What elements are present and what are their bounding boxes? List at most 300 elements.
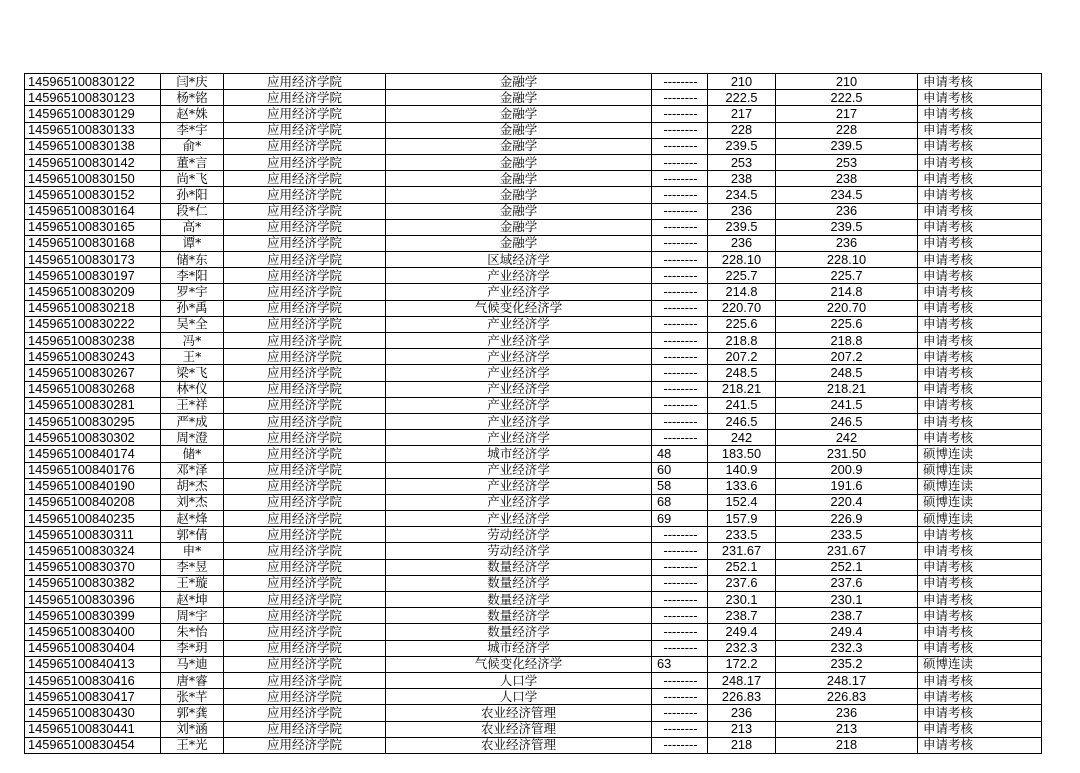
table-row [25, 138, 1042, 154]
total-score-cell: 252.1 [776, 559, 918, 575]
candidate-name-cell: 邓*泽 [161, 462, 224, 478]
table-row [25, 74, 1042, 90]
college-name-cell: 应用经济学院 [224, 252, 386, 268]
major-name-cell: 产业经济学 [386, 413, 652, 429]
table-row [25, 316, 1042, 332]
college-name-cell: 应用经济学院 [224, 624, 386, 640]
candidate-id-cell: 145965100830311 [25, 527, 161, 543]
table-row [25, 592, 1042, 608]
total-score-cell: 235.2 [776, 656, 918, 672]
preliminary-score-cell: -------- [652, 365, 708, 381]
college-name-cell: 应用经济学院 [224, 656, 386, 672]
candidate-name-cell: 谭* [161, 235, 224, 251]
total-score-cell: 218.21 [776, 381, 918, 397]
major-name-cell: 数量经济学 [386, 624, 652, 640]
candidate-id-cell: 145965100830197 [25, 268, 161, 284]
exam-score-cell: 248.17 [708, 672, 776, 688]
candidate-id-cell: 145965100830152 [25, 187, 161, 203]
candidate-id-cell: 145965100840190 [25, 478, 161, 494]
major-name-cell: 数量经济学 [386, 575, 652, 591]
candidate-name-cell: 唐*睿 [161, 672, 224, 688]
college-name-cell: 应用经济学院 [224, 381, 386, 397]
candidate-name-cell: 王*祥 [161, 397, 224, 413]
exam-score-cell: 238 [708, 171, 776, 187]
preliminary-score-cell: -------- [652, 333, 708, 349]
candidate-id-cell: 145965100830133 [25, 122, 161, 138]
table-row [25, 575, 1042, 591]
candidate-name-cell: 刘*涵 [161, 721, 224, 737]
admission-type-cell: 申请考核 [918, 705, 1042, 721]
preliminary-score-cell: -------- [652, 74, 708, 90]
admission-type-cell: 申请考核 [918, 624, 1042, 640]
candidate-id-cell: 145965100830164 [25, 203, 161, 219]
total-score-cell: 249.4 [776, 624, 918, 640]
admission-type-cell: 硕博连读 [918, 446, 1042, 462]
preliminary-score-cell: -------- [652, 397, 708, 413]
total-score-cell: 248.5 [776, 365, 918, 381]
major-name-cell: 劳动经济学 [386, 527, 652, 543]
total-score-cell: 222.5 [776, 90, 918, 106]
candidate-name-cell: 李*玥 [161, 640, 224, 656]
admission-type-cell: 申请考核 [918, 74, 1042, 90]
college-name-cell: 应用经济学院 [224, 413, 386, 429]
admission-type-cell: 申请考核 [918, 365, 1042, 381]
total-score-cell: 236 [776, 705, 918, 721]
major-name-cell: 产业经济学 [386, 284, 652, 300]
candidate-id-cell: 145965100830281 [25, 397, 161, 413]
admission-type-cell: 申请考核 [918, 737, 1042, 753]
candidate-name-cell: 赵*姝 [161, 106, 224, 122]
preliminary-score-cell: 58 [652, 478, 708, 494]
college-name-cell: 应用经济学院 [224, 543, 386, 559]
table-row [25, 478, 1042, 494]
college-name-cell: 应用经济学院 [224, 608, 386, 624]
college-name-cell: 应用经济学院 [224, 672, 386, 688]
table-row [25, 689, 1042, 705]
table-row [25, 187, 1042, 203]
exam-score-cell: 222.5 [708, 90, 776, 106]
total-score-cell: 217 [776, 106, 918, 122]
preliminary-score-cell: -------- [652, 527, 708, 543]
table-row [25, 737, 1042, 753]
admission-type-cell: 申请考核 [918, 608, 1042, 624]
preliminary-score-cell: -------- [652, 705, 708, 721]
candidate-name-cell: 周*澄 [161, 430, 224, 446]
exam-score-cell: 152.4 [708, 494, 776, 510]
table-row [25, 381, 1042, 397]
candidate-id-cell: 145965100830129 [25, 106, 161, 122]
table-row [25, 721, 1042, 737]
total-score-cell: 214.8 [776, 284, 918, 300]
preliminary-score-cell: -------- [652, 721, 708, 737]
total-score-cell: 234.5 [776, 187, 918, 203]
table-row [25, 90, 1042, 106]
exam-score-cell: 236 [708, 235, 776, 251]
major-name-cell: 农业经济管理 [386, 705, 652, 721]
major-name-cell: 产业经济学 [386, 365, 652, 381]
total-score-cell: 220.4 [776, 494, 918, 510]
preliminary-score-cell: -------- [652, 268, 708, 284]
candidate-id-cell: 145965100830441 [25, 721, 161, 737]
college-name-cell: 应用经济学院 [224, 705, 386, 721]
exam-score-cell: 249.4 [708, 624, 776, 640]
preliminary-score-cell: -------- [652, 624, 708, 640]
major-name-cell: 产业经济学 [386, 333, 652, 349]
college-name-cell: 应用经济学院 [224, 397, 386, 413]
college-name-cell: 应用经济学院 [224, 235, 386, 251]
college-name-cell: 应用经济学院 [224, 721, 386, 737]
candidate-name-cell: 李*宇 [161, 122, 224, 138]
admission-type-cell: 申请考核 [918, 527, 1042, 543]
preliminary-score-cell: -------- [652, 737, 708, 753]
exam-score-cell: 133.6 [708, 478, 776, 494]
table-row [25, 268, 1042, 284]
preliminary-score-cell: -------- [652, 672, 708, 688]
major-name-cell: 金融学 [386, 122, 652, 138]
college-name-cell: 应用经济学院 [224, 122, 386, 138]
candidate-id-cell: 145965100840208 [25, 494, 161, 510]
exam-score-cell: 238.7 [708, 608, 776, 624]
table-row [25, 154, 1042, 170]
table-row [25, 656, 1042, 672]
admission-type-cell: 申请考核 [918, 640, 1042, 656]
major-name-cell: 金融学 [386, 171, 652, 187]
candidate-id-cell: 145965100830396 [25, 592, 161, 608]
candidate-id-cell: 145965100830416 [25, 672, 161, 688]
total-score-cell: 238 [776, 171, 918, 187]
candidate-name-cell: 王*璇 [161, 575, 224, 591]
college-name-cell: 应用经济学院 [224, 154, 386, 170]
table-row [25, 219, 1042, 235]
admission-type-cell: 申请考核 [918, 333, 1042, 349]
total-score-cell: 210 [776, 74, 918, 90]
admission-type-cell: 申请考核 [918, 430, 1042, 446]
candidate-id-cell: 145965100830238 [25, 333, 161, 349]
college-name-cell: 应用经济学院 [224, 592, 386, 608]
preliminary-score-cell: -------- [652, 138, 708, 154]
admission-type-cell: 申请考核 [918, 268, 1042, 284]
candidate-name-cell: 李*昱 [161, 559, 224, 575]
candidate-id-cell: 145965100830168 [25, 235, 161, 251]
exam-score-cell: 252.1 [708, 559, 776, 575]
college-name-cell: 应用经济学院 [224, 74, 386, 90]
table-row [25, 413, 1042, 429]
candidate-name-cell: 高* [161, 219, 224, 235]
candidate-name-cell: 吴*全 [161, 316, 224, 332]
candidate-name-cell: 段*仁 [161, 203, 224, 219]
major-name-cell: 金融学 [386, 219, 652, 235]
college-name-cell: 应用经济学院 [224, 689, 386, 705]
exam-score-cell: 239.5 [708, 219, 776, 235]
candidate-id-cell: 145965100830295 [25, 413, 161, 429]
exam-score-cell: 231.67 [708, 543, 776, 559]
admission-type-cell: 硕博连读 [918, 494, 1042, 510]
table-row [25, 365, 1042, 381]
total-score-cell: 213 [776, 721, 918, 737]
candidate-id-cell: 145965100830173 [25, 252, 161, 268]
candidate-name-cell: 杨*铭 [161, 90, 224, 106]
admission-type-cell: 申请考核 [918, 138, 1042, 154]
preliminary-score-cell: -------- [652, 316, 708, 332]
admission-type-cell: 申请考核 [918, 689, 1042, 705]
exam-score-cell: 226.83 [708, 689, 776, 705]
college-name-cell: 应用经济学院 [224, 511, 386, 527]
exam-score-cell: 225.6 [708, 316, 776, 332]
score-table-page [24, 73, 1041, 754]
college-name-cell: 应用经济学院 [224, 640, 386, 656]
preliminary-score-cell: -------- [652, 381, 708, 397]
exam-score-cell: 218.21 [708, 381, 776, 397]
exam-score-cell: 218.8 [708, 333, 776, 349]
total-score-cell: 200.9 [776, 462, 918, 478]
total-score-cell: 232.3 [776, 640, 918, 656]
candidate-name-cell: 郭*倩 [161, 527, 224, 543]
preliminary-score-cell: -------- [652, 608, 708, 624]
candidate-id-cell: 145965100830382 [25, 575, 161, 591]
preliminary-score-cell: -------- [652, 154, 708, 170]
candidate-id-cell: 145965100840176 [25, 462, 161, 478]
admission-type-cell: 申请考核 [918, 219, 1042, 235]
major-name-cell: 人口学 [386, 689, 652, 705]
candidate-id-cell: 145965100830430 [25, 705, 161, 721]
college-name-cell: 应用经济学院 [224, 478, 386, 494]
total-score-cell: 225.7 [776, 268, 918, 284]
candidate-name-cell: 孙*阳 [161, 187, 224, 203]
major-name-cell: 产业经济学 [386, 316, 652, 332]
candidate-id-cell: 145965100840235 [25, 511, 161, 527]
admission-type-cell: 申请考核 [918, 672, 1042, 688]
candidate-name-cell: 林*仪 [161, 381, 224, 397]
candidate-id-cell: 145965100830138 [25, 138, 161, 154]
exam-score-cell: 210 [708, 74, 776, 90]
college-name-cell: 应用经济学院 [224, 494, 386, 510]
table-row [25, 333, 1042, 349]
major-name-cell: 数量经济学 [386, 559, 652, 575]
total-score-cell: 226.9 [776, 511, 918, 527]
preliminary-score-cell: -------- [652, 106, 708, 122]
total-score-cell: 248.17 [776, 672, 918, 688]
major-name-cell: 数量经济学 [386, 608, 652, 624]
admission-type-cell: 申请考核 [918, 235, 1042, 251]
admission-type-cell: 申请考核 [918, 90, 1042, 106]
preliminary-score-cell: -------- [652, 171, 708, 187]
exam-score-cell: 236 [708, 203, 776, 219]
total-score-cell: 238.7 [776, 608, 918, 624]
admission-type-cell: 申请考核 [918, 106, 1042, 122]
total-score-cell: 253 [776, 154, 918, 170]
total-score-cell: 230.1 [776, 592, 918, 608]
exam-score-cell: 220.70 [708, 300, 776, 316]
candidate-id-cell: 145965100830123 [25, 90, 161, 106]
college-name-cell: 应用经济学院 [224, 316, 386, 332]
candidate-name-cell: 俞* [161, 138, 224, 154]
major-name-cell: 金融学 [386, 203, 652, 219]
exam-score-cell: 140.9 [708, 462, 776, 478]
admission-type-cell: 申请考核 [918, 575, 1042, 591]
major-name-cell: 农业经济管理 [386, 721, 652, 737]
admission-type-cell: 硕博连读 [918, 656, 1042, 672]
total-score-cell: 239.5 [776, 138, 918, 154]
total-score-cell: 231.67 [776, 543, 918, 559]
college-name-cell: 应用经济学院 [224, 300, 386, 316]
table-row [25, 462, 1042, 478]
candidate-id-cell: 145965100830302 [25, 430, 161, 446]
total-score-cell: 239.5 [776, 219, 918, 235]
total-score-cell: 237.6 [776, 575, 918, 591]
candidate-id-cell: 145965100830218 [25, 300, 161, 316]
college-name-cell: 应用经济学院 [224, 171, 386, 187]
college-name-cell: 应用经济学院 [224, 462, 386, 478]
candidate-name-cell: 罗*宇 [161, 284, 224, 300]
total-score-cell: 218 [776, 737, 918, 753]
table-row [25, 300, 1042, 316]
admission-type-cell: 申请考核 [918, 397, 1042, 413]
candidate-name-cell: 胡*杰 [161, 478, 224, 494]
table-row [25, 430, 1042, 446]
preliminary-score-cell: -------- [652, 430, 708, 446]
exam-score-cell: 183.50 [708, 446, 776, 462]
admission-type-cell: 硕博连读 [918, 462, 1042, 478]
candidate-id-cell: 145965100830268 [25, 381, 161, 397]
college-name-cell: 应用经济学院 [224, 430, 386, 446]
major-name-cell: 金融学 [386, 138, 652, 154]
candidate-id-cell: 145965100830324 [25, 543, 161, 559]
preliminary-score-cell: -------- [652, 90, 708, 106]
preliminary-score-cell: -------- [652, 252, 708, 268]
total-score-cell: 226.83 [776, 689, 918, 705]
preliminary-score-cell: -------- [652, 349, 708, 365]
college-name-cell: 应用经济学院 [224, 203, 386, 219]
major-name-cell: 金融学 [386, 154, 652, 170]
candidate-id-cell: 145965100830243 [25, 349, 161, 365]
preliminary-score-cell: 68 [652, 494, 708, 510]
total-score-cell: 191.6 [776, 478, 918, 494]
candidate-id-cell: 145965100830142 [25, 154, 161, 170]
table-row [25, 122, 1042, 138]
table-row [25, 397, 1042, 413]
preliminary-score-cell: -------- [652, 284, 708, 300]
exam-score-cell: 207.2 [708, 349, 776, 365]
candidate-name-cell: 马*迪 [161, 656, 224, 672]
preliminary-score-cell: 69 [652, 511, 708, 527]
major-name-cell: 农业经济管理 [386, 737, 652, 753]
major-name-cell: 产业经济学 [386, 397, 652, 413]
table-row [25, 705, 1042, 721]
major-name-cell: 产业经济学 [386, 430, 652, 446]
exam-score-cell: 242 [708, 430, 776, 446]
candidate-id-cell: 145965100830209 [25, 284, 161, 300]
admission-type-cell: 申请考核 [918, 122, 1042, 138]
admission-type-cell: 申请考核 [918, 381, 1042, 397]
college-name-cell: 应用经济学院 [224, 268, 386, 284]
total-score-cell: 233.5 [776, 527, 918, 543]
candidate-name-cell: 梁*飞 [161, 365, 224, 381]
preliminary-score-cell: -------- [652, 640, 708, 656]
exam-score-cell: 239.5 [708, 138, 776, 154]
table-row [25, 203, 1042, 219]
admission-type-cell: 申请考核 [918, 349, 1042, 365]
admission-type-cell: 硕博连读 [918, 511, 1042, 527]
candidate-id-cell: 145965100840413 [25, 656, 161, 672]
total-score-cell: 242 [776, 430, 918, 446]
major-name-cell: 金融学 [386, 90, 652, 106]
admission-type-cell: 申请考核 [918, 559, 1042, 575]
major-name-cell: 产业经济学 [386, 349, 652, 365]
college-name-cell: 应用经济学院 [224, 333, 386, 349]
college-name-cell: 应用经济学院 [224, 349, 386, 365]
score-table [24, 73, 1042, 754]
total-score-cell: 228.10 [776, 252, 918, 268]
college-name-cell: 应用经济学院 [224, 737, 386, 753]
major-name-cell: 金融学 [386, 106, 652, 122]
admission-type-cell: 申请考核 [918, 203, 1042, 219]
preliminary-score-cell: -------- [652, 187, 708, 203]
candidate-name-cell: 王*光 [161, 737, 224, 753]
college-name-cell: 应用经济学院 [224, 138, 386, 154]
exam-score-cell: 225.7 [708, 268, 776, 284]
candidate-name-cell: 尚*飞 [161, 171, 224, 187]
preliminary-score-cell: -------- [652, 300, 708, 316]
candidate-name-cell: 赵*坤 [161, 592, 224, 608]
admission-type-cell: 申请考核 [918, 284, 1042, 300]
preliminary-score-cell: 48 [652, 446, 708, 462]
admission-type-cell: 申请考核 [918, 300, 1042, 316]
candidate-name-cell: 孙*禹 [161, 300, 224, 316]
table-row [25, 106, 1042, 122]
preliminary-score-cell: -------- [652, 203, 708, 219]
table-row [25, 511, 1042, 527]
major-name-cell: 数量经济学 [386, 592, 652, 608]
candidate-id-cell: 145965100830454 [25, 737, 161, 753]
candidate-name-cell: 申* [161, 543, 224, 559]
college-name-cell: 应用经济学院 [224, 575, 386, 591]
candidate-name-cell: 储* [161, 446, 224, 462]
exam-score-cell: 218 [708, 737, 776, 753]
admission-type-cell: 申请考核 [918, 316, 1042, 332]
table-row [25, 624, 1042, 640]
major-name-cell: 气候变化经济学 [386, 656, 652, 672]
admission-type-cell: 申请考核 [918, 721, 1042, 737]
major-name-cell: 气候变化经济学 [386, 300, 652, 316]
preliminary-score-cell: -------- [652, 219, 708, 235]
preliminary-score-cell: -------- [652, 559, 708, 575]
candidate-name-cell: 赵*烽 [161, 511, 224, 527]
college-name-cell: 应用经济学院 [224, 219, 386, 235]
preliminary-score-cell: 63 [652, 656, 708, 672]
table-row [25, 349, 1042, 365]
table-row [25, 559, 1042, 575]
candidate-name-cell: 董*言 [161, 154, 224, 170]
candidate-name-cell: 王* [161, 349, 224, 365]
table-row [25, 672, 1042, 688]
exam-score-cell: 214.8 [708, 284, 776, 300]
exam-score-cell: 246.5 [708, 413, 776, 429]
total-score-cell: 207.2 [776, 349, 918, 365]
college-name-cell: 应用经济学院 [224, 187, 386, 203]
preliminary-score-cell: -------- [652, 689, 708, 705]
candidate-name-cell: 朱*怡 [161, 624, 224, 640]
major-name-cell: 产业经济学 [386, 462, 652, 478]
exam-score-cell: 241.5 [708, 397, 776, 413]
total-score-cell: 241.5 [776, 397, 918, 413]
major-name-cell: 金融学 [386, 235, 652, 251]
college-name-cell: 应用经济学院 [224, 365, 386, 381]
exam-score-cell: 253 [708, 154, 776, 170]
table-row [25, 171, 1042, 187]
candidate-name-cell: 闫*庆 [161, 74, 224, 90]
admission-type-cell: 申请考核 [918, 187, 1042, 203]
total-score-cell: 231.50 [776, 446, 918, 462]
